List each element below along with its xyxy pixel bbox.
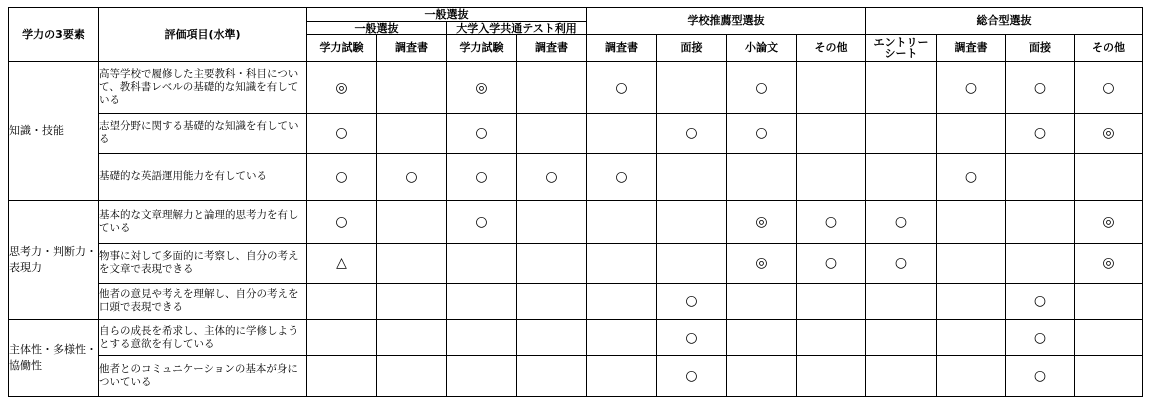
mark-cell: ○ xyxy=(657,283,727,319)
category-cell: 知識・技能 xyxy=(9,62,99,201)
mark-cell xyxy=(517,356,587,397)
mark-cell xyxy=(1006,153,1075,201)
header-entry-line2: シート xyxy=(884,47,918,60)
criteria-cell: 基本的な文章理解力と論理的思考力を有している xyxy=(99,201,307,244)
mark-cell xyxy=(447,244,517,284)
header-ippan: 一般選抜 xyxy=(307,8,587,22)
mark-cell: △ xyxy=(307,244,377,284)
mark-cell xyxy=(866,62,937,114)
mark-cell xyxy=(797,319,866,355)
mark-cell xyxy=(587,244,657,284)
mark-cell: ○ xyxy=(797,201,866,244)
mark-cell: ◎ xyxy=(1075,244,1143,284)
mark-cell: ◎ xyxy=(307,62,377,114)
mark-cell xyxy=(447,283,517,319)
mark-cell: ○ xyxy=(307,114,377,154)
mark-cell: ○ xyxy=(866,201,937,244)
mark-cell xyxy=(377,283,447,319)
mark-cell xyxy=(797,283,866,319)
mark-cell: ○ xyxy=(657,319,727,355)
mark-cell xyxy=(797,153,866,201)
mark-cell xyxy=(866,283,937,319)
table-row xyxy=(9,319,1143,355)
mark-cell xyxy=(937,319,1006,355)
mark-cell: ○ xyxy=(727,62,797,114)
mark-cell xyxy=(447,356,517,397)
mark-cell xyxy=(1075,319,1143,355)
mark-cell xyxy=(517,283,587,319)
header-col: 小論文 xyxy=(727,35,797,62)
mark-cell xyxy=(1075,356,1143,397)
mark-cell xyxy=(657,244,727,284)
mark-cell: ○ xyxy=(866,244,937,284)
mark-cell xyxy=(937,283,1006,319)
mark-cell: ◎ xyxy=(727,244,797,284)
mark-cell xyxy=(587,319,657,355)
mark-cell: ○ xyxy=(307,201,377,244)
mark-cell: ○ xyxy=(937,153,1006,201)
mark-cell: ◎ xyxy=(727,201,797,244)
mark-cell: ◎ xyxy=(447,62,517,114)
mark-cell xyxy=(517,319,587,355)
mark-cell xyxy=(1075,283,1143,319)
header-col: 調査書 xyxy=(937,35,1006,62)
criteria-cell: 他者とのコミュニケーションの基本が身についている xyxy=(99,356,307,397)
mark-cell: ○ xyxy=(587,153,657,201)
criteria-cell: 他者の意見や考えを理解し、自分の考えを口頭で表現できる xyxy=(99,283,307,319)
mark-cell: ◎ xyxy=(1075,114,1143,154)
mark-cell: ○ xyxy=(797,244,866,284)
header-col: 学力試験 xyxy=(447,35,517,62)
mark-cell xyxy=(587,114,657,154)
mark-cell xyxy=(937,244,1006,284)
header-col-entry xyxy=(866,35,937,62)
mark-cell xyxy=(517,62,587,114)
header-sogo: 総合型選抜 xyxy=(866,8,1143,35)
header-element: 学力の3要素 xyxy=(9,8,99,62)
mark-cell: ◎ xyxy=(1075,201,1143,244)
mark-cell: ○ xyxy=(1006,356,1075,397)
table-row xyxy=(9,62,1143,114)
mark-cell xyxy=(797,356,866,397)
mark-cell xyxy=(866,356,937,397)
mark-cell: ○ xyxy=(657,356,727,397)
header-col: その他 xyxy=(797,35,866,62)
header-col: 調査書 xyxy=(377,35,447,62)
mark-cell: ○ xyxy=(447,114,517,154)
header-col: 面接 xyxy=(657,35,727,62)
mark-cell: ○ xyxy=(447,201,517,244)
mark-cell: ○ xyxy=(727,114,797,154)
mark-cell xyxy=(587,283,657,319)
evaluation-table xyxy=(8,7,1143,397)
mark-cell xyxy=(377,201,447,244)
mark-cell xyxy=(797,62,866,114)
mark-cell xyxy=(447,319,517,355)
mark-cell xyxy=(866,114,937,154)
header-ippan-sub: 一般選抜 xyxy=(307,22,447,35)
mark-cell xyxy=(307,356,377,397)
criteria-cell: 高等学校で履修した主要教科・科目について、教科書レベルの基礎的な知識を有している xyxy=(99,62,307,114)
mark-cell: ○ xyxy=(587,62,657,114)
mark-cell xyxy=(937,356,1006,397)
table-row xyxy=(9,114,1143,154)
mark-cell xyxy=(1006,201,1075,244)
mark-cell xyxy=(377,356,447,397)
table-row xyxy=(9,283,1143,319)
mark-cell xyxy=(377,319,447,355)
mark-cell: ○ xyxy=(937,62,1006,114)
mark-cell: ○ xyxy=(377,153,447,201)
mark-cell xyxy=(307,283,377,319)
mark-cell xyxy=(657,201,727,244)
criteria-cell: 自らの成長を希求し、主体的に学修しようとする意欲を有している xyxy=(99,319,307,355)
category-cell: 思考力・判断力・表現力 xyxy=(9,201,99,320)
mark-cell xyxy=(587,356,657,397)
header-col: 調査書 xyxy=(587,35,657,62)
mark-cell xyxy=(937,114,1006,154)
mark-cell xyxy=(377,244,447,284)
mark-cell xyxy=(377,114,447,154)
header-suisen: 学校推薦型選抜 xyxy=(587,8,866,35)
mark-cell xyxy=(307,319,377,355)
mark-cell xyxy=(657,62,727,114)
mark-cell xyxy=(797,114,866,154)
header-col: その他 xyxy=(1075,35,1143,62)
mark-cell: ○ xyxy=(1075,62,1143,114)
mark-cell xyxy=(657,153,727,201)
criteria-cell: 物事に対して多面的に考察し、自分の考えを文章で表現できる xyxy=(99,244,307,284)
mark-cell xyxy=(587,201,657,244)
mark-cell xyxy=(866,319,937,355)
mark-cell: ○ xyxy=(1006,62,1075,114)
mark-cell xyxy=(517,244,587,284)
header-col: 面接 xyxy=(1006,35,1075,62)
mark-cell: ○ xyxy=(307,153,377,201)
mark-cell xyxy=(377,62,447,114)
table-row xyxy=(9,244,1143,284)
mark-cell xyxy=(727,356,797,397)
mark-cell xyxy=(727,283,797,319)
mark-cell: ○ xyxy=(1006,319,1075,355)
mark-cell xyxy=(727,319,797,355)
header-criteria: 評価項目(水準) xyxy=(99,8,307,62)
table-row xyxy=(9,356,1143,397)
header-col: 調査書 xyxy=(517,35,587,62)
table-row xyxy=(9,201,1143,244)
criteria-cell: 基礎的な英語運用能力を有している xyxy=(99,153,307,201)
mark-cell: ○ xyxy=(1006,114,1075,154)
mark-cell xyxy=(937,201,1006,244)
header-kyotsu-sub: 大学入学共通テスト利用 xyxy=(447,22,587,35)
mark-cell: ○ xyxy=(657,114,727,154)
header-entry-line1: エントリー xyxy=(873,36,929,49)
mark-cell xyxy=(727,153,797,201)
mark-cell: ○ xyxy=(447,153,517,201)
mark-cell xyxy=(517,114,587,154)
header-col: 学力試験 xyxy=(307,35,377,62)
category-cell: 主体性・多様性・協働性 xyxy=(9,319,99,396)
mark-cell xyxy=(517,201,587,244)
mark-cell xyxy=(866,153,937,201)
mark-cell: ○ xyxy=(517,153,587,201)
mark-cell xyxy=(1006,244,1075,284)
table-row xyxy=(9,153,1143,201)
mark-cell: ○ xyxy=(1006,283,1075,319)
criteria-cell: 志望分野に関する基礎的な知識を有している xyxy=(99,114,307,154)
mark-cell xyxy=(1075,153,1143,201)
